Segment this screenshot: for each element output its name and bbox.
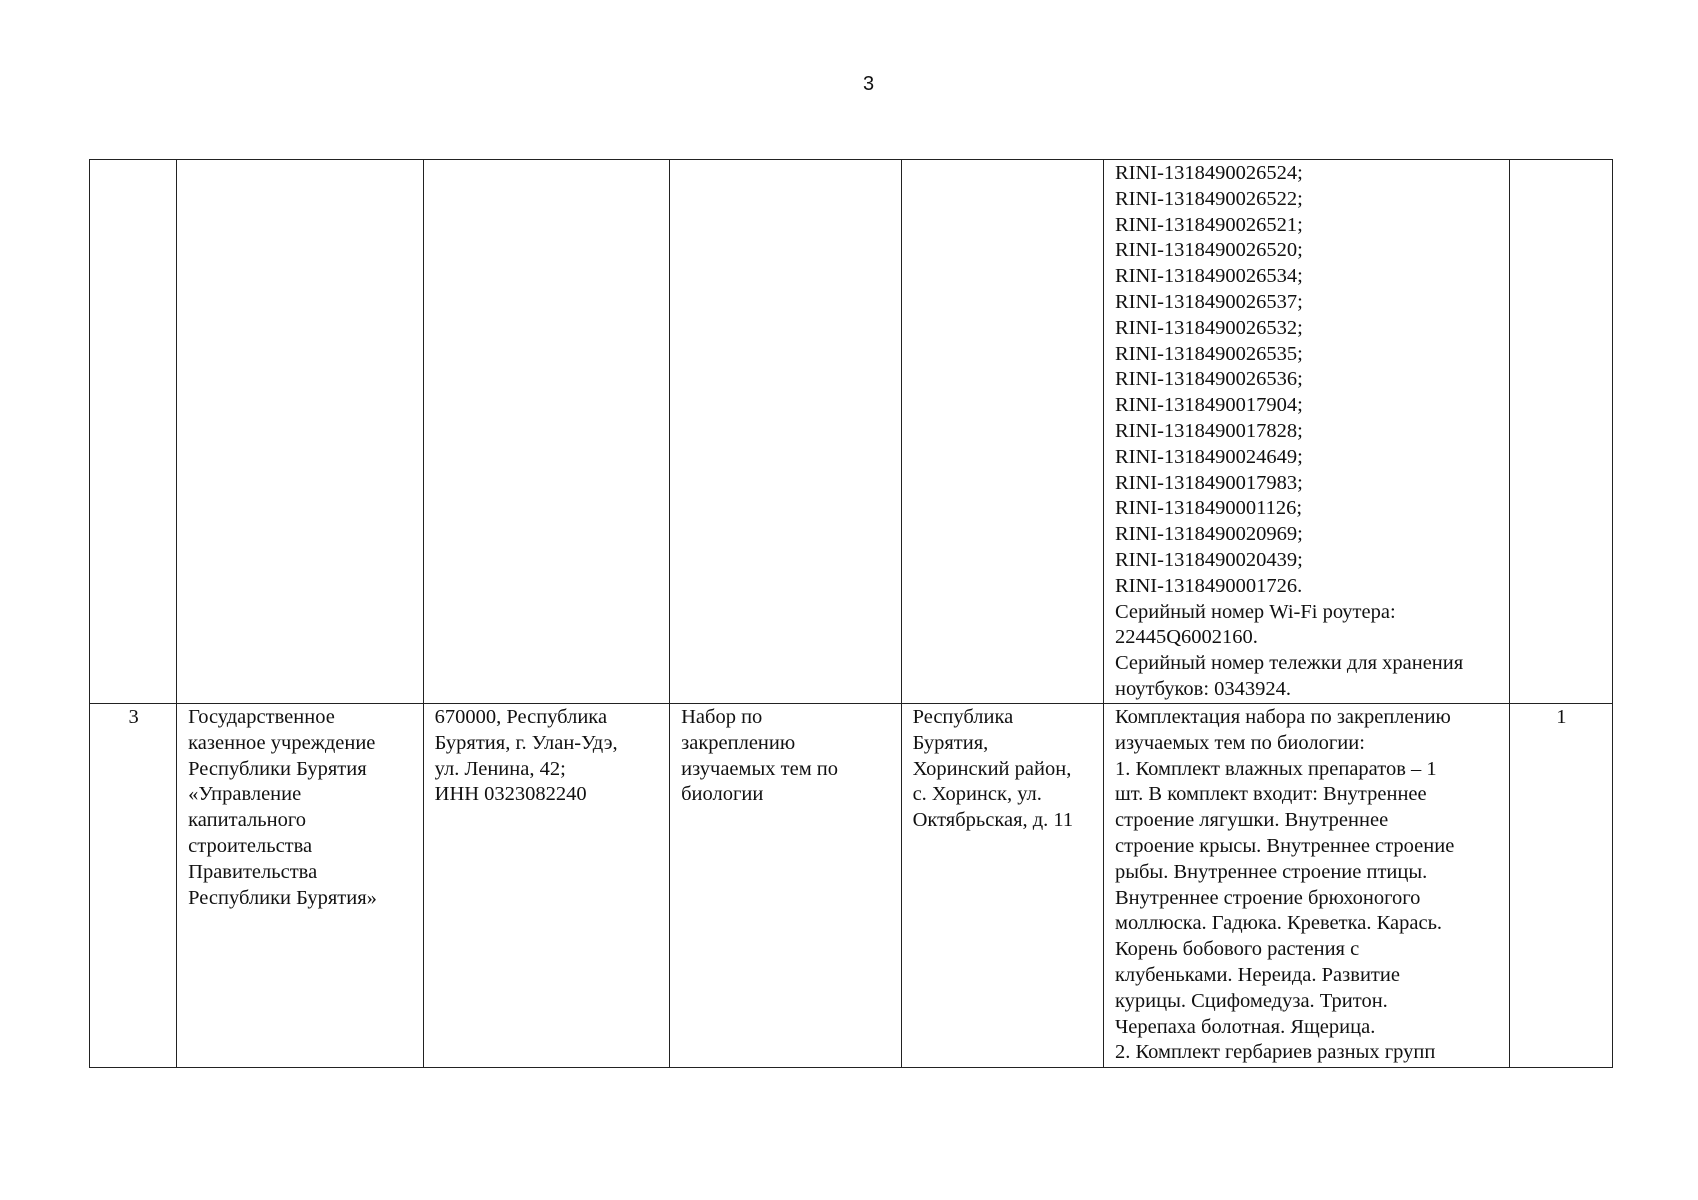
cell-item-name [670, 160, 901, 704]
cell-quantity: 1 [1509, 704, 1612, 1068]
cell-specification: Комплектация набора по закреплению изучаемых тем по биологии: 1. Комплект влажных препаратов – 1 шт. В комплект входит: Внутреннее строение лягушки. Внутреннее строение крысы. Внутреннее строение рыбы. Внутреннее строение птицы. Внутреннее строение брюхоногого моллюска. Гадюка. Креветка. Карась. Корень бобового растения с клубеньками. Нереида. Развитие курицы. Сцифомедуза. Тритон. Черепаха болотная. Ящерица. 2. Комплект гербариев разных групп [1103, 704, 1509, 1068]
table-row-continued [90, 160, 1613, 704]
cell-quantity [1509, 160, 1612, 704]
table-row-3 [90, 704, 1613, 1068]
cell-number: 3 [90, 704, 177, 1068]
cell-address [423, 160, 669, 704]
cell-organization: Государственное казенное учреждение Республики Бурятия «Управление капитального строительства Правительства Республики Бурятия» [177, 704, 423, 1068]
cell-item-name: Набор по закреплению изучаемых тем по биологии [670, 704, 901, 1068]
cell-address: 670000, Республика Бурятия, г. Улан-Удэ, ул. Ленина, 42; ИНН 0323082240 [423, 704, 669, 1068]
cell-number [90, 160, 177, 704]
cell-organization [177, 160, 423, 704]
equipment-table [89, 159, 1613, 1068]
page-number: 3 [862, 73, 875, 95]
cell-location: Республика Бурятия, Хоринский район, с. Хоринск, ул. Октябрьская, д. 11 [901, 704, 1103, 1068]
cell-location [901, 160, 1103, 704]
cell-specification: RINI-1318490026524; RINI-1318490026522; RINI-1318490026521; RINI-1318490026520; RINI-1318490026534; RINI-1318490026537; RINI-1318490026532; RINI-1318490026535; RINI-1318490026536; RINI-1318490017904; RINI-1318490017828; RINI-1318490024649; RINI-1318490017983; RINI-1318490001126; RINI-1318490020969; RINI-1318490020439; RINI-1318490001726. Серийный номер Wi-Fi роутера: 22445Q6002160. Серийный номер тележки для хранения ноутбуков: 0343924. [1103, 160, 1509, 704]
